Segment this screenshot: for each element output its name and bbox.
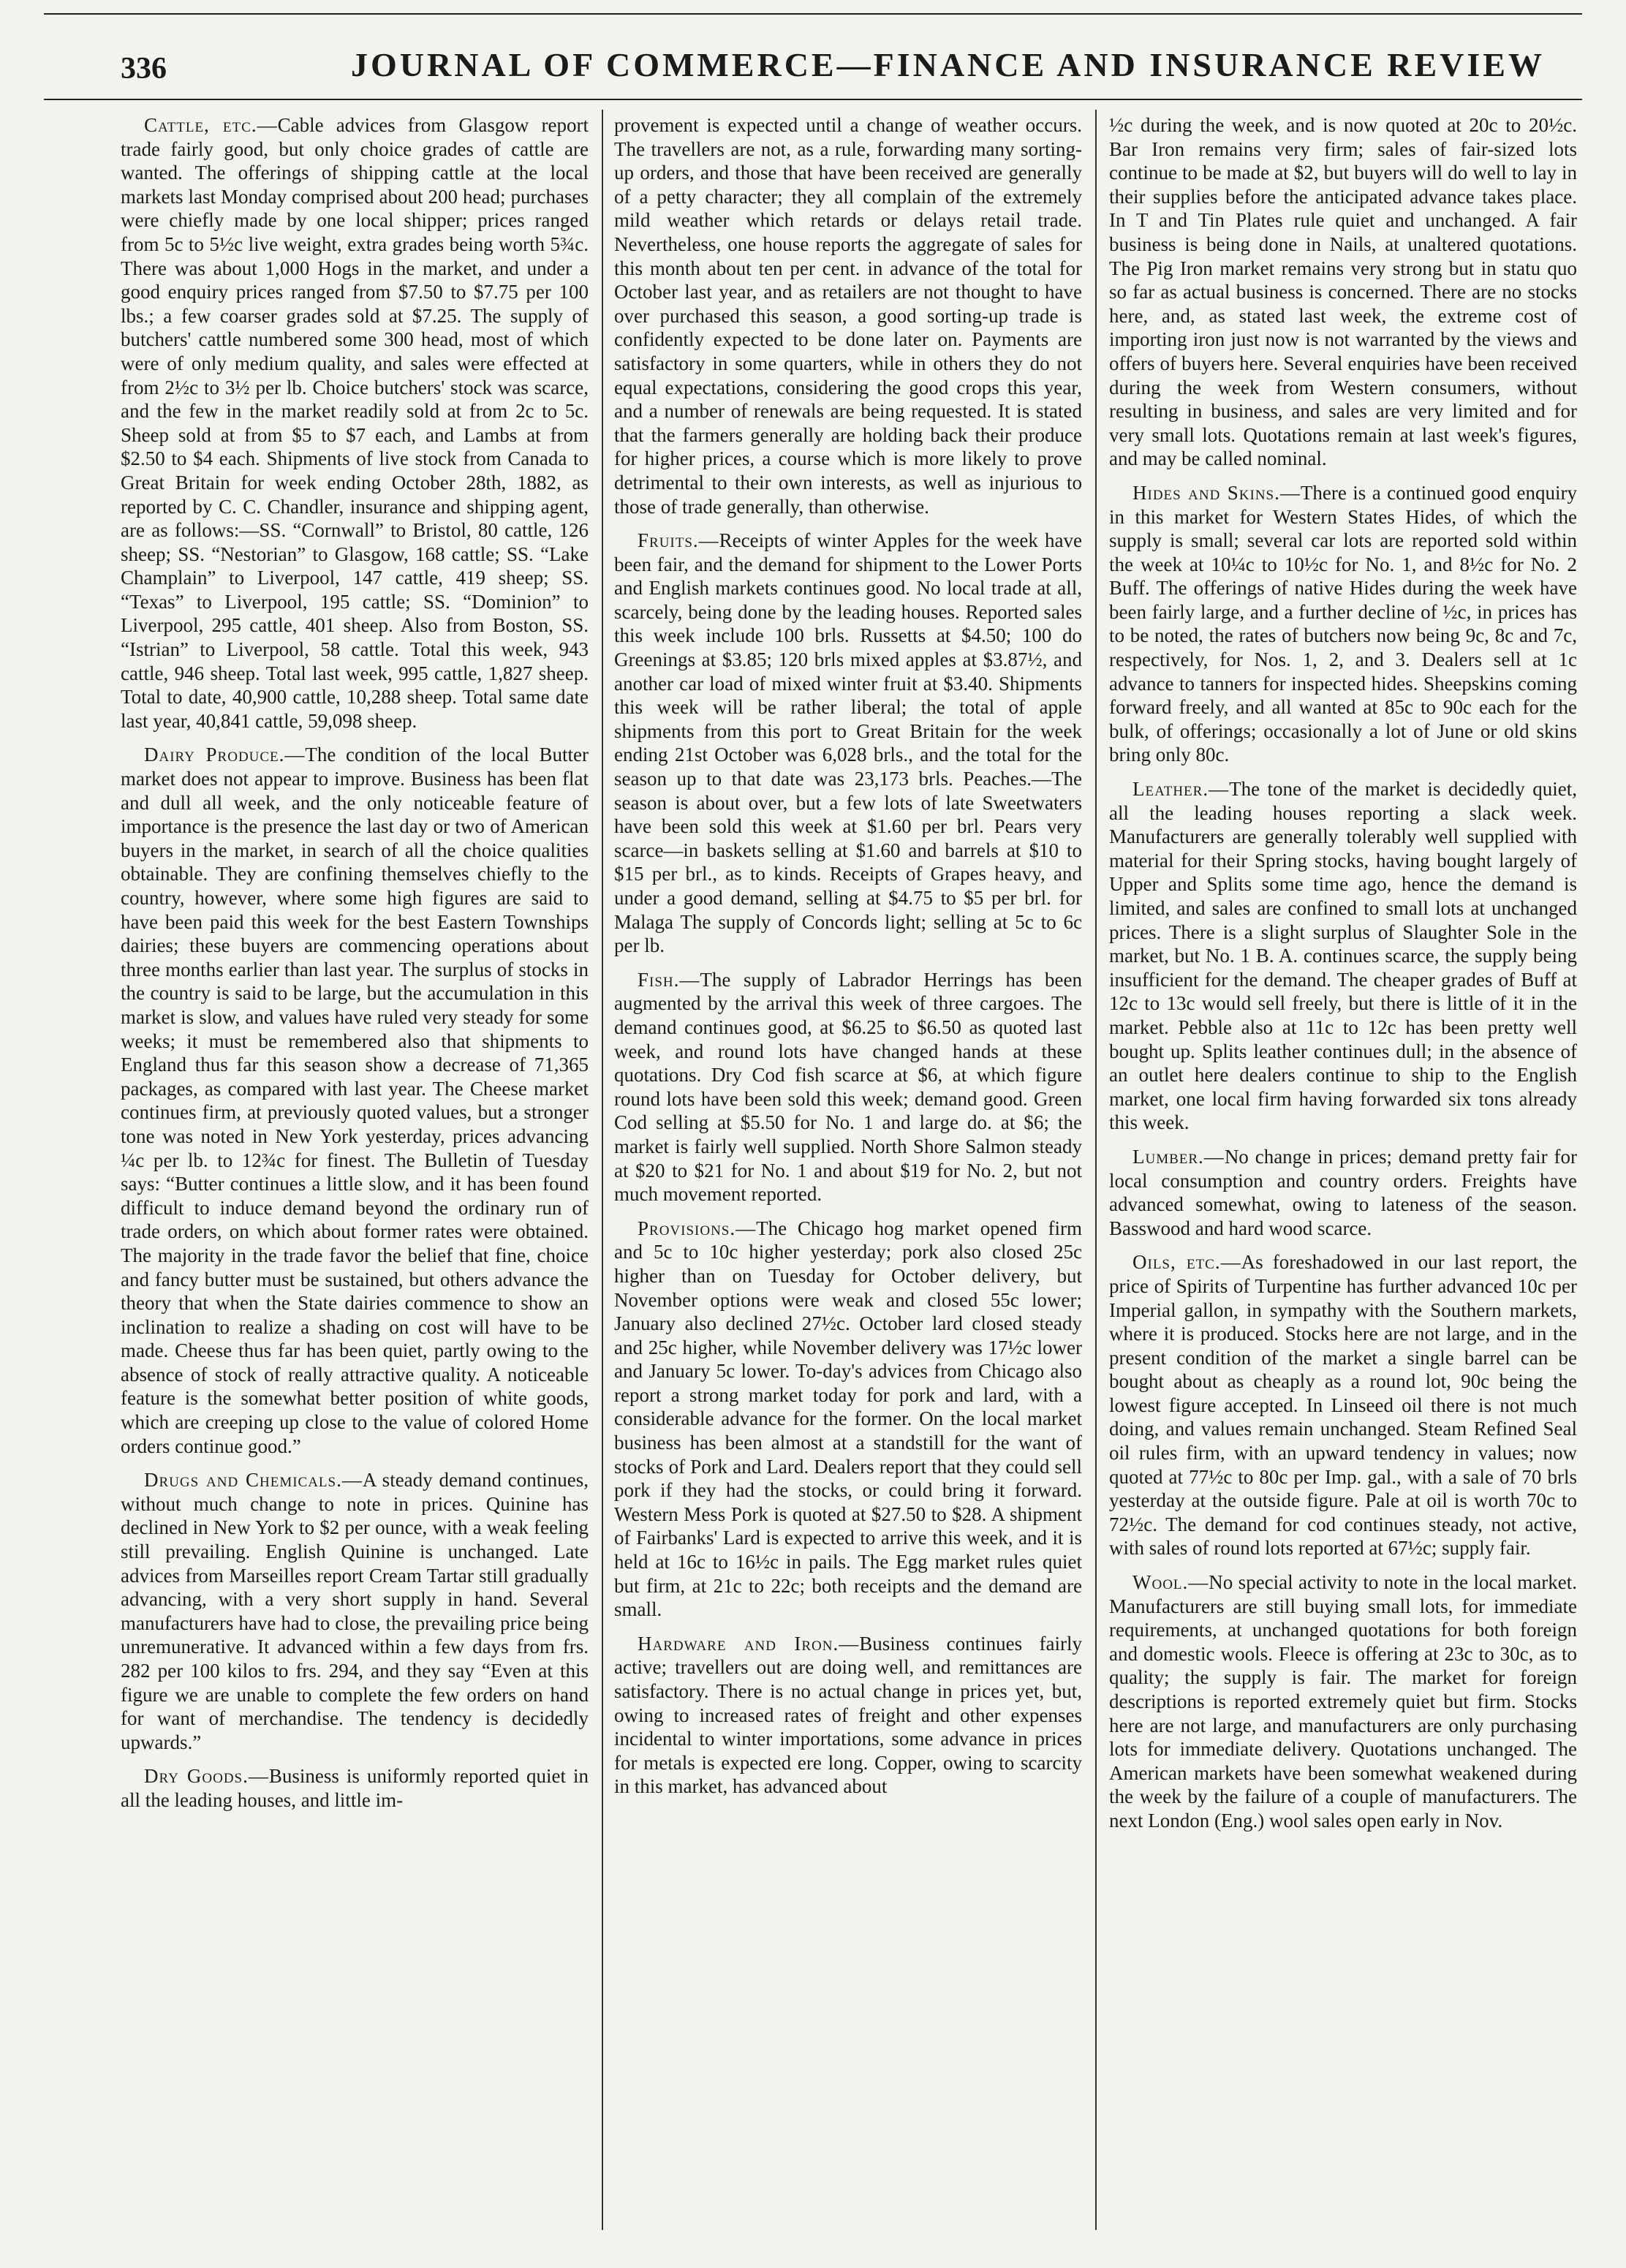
article-paragraph [614,113,1082,518]
article-paragraph [1109,777,1577,1135]
column-2 [614,113,1082,2226]
article-paragraph [614,968,1082,1206]
article-paragraph [1109,113,1577,471]
paragraph-text: provement is expected until a change of weather occurs. The travellers are not, as a rule, forwarding many sorting-up orders, and those that have been received are generally of a petty character; they all complain of the extremely mild weather which retards or delays retail trade. Nevertheless, one house reports the aggregate of sales for this month about ten per cent. in advance of the total for October last year, and as retailers are not thought to have over purchased this season, a good sorting-up trade is confidently expected to be done later on. Payments are satisfactory in some quarters, while in others they do not equal expectations, considering the good crops this year, and a number of renewals are being requested. It is stated that the farmers generally are holding back their produce for higher prices, a course which is more likely to prove detrimental to their own interests, as well as injurious to those of trade generally, than otherwise. [614,114,1082,518]
column-1 [121,113,589,2226]
article-paragraph [121,1468,589,1754]
section-heading: Leather.— [1132,778,1230,801]
section-heading: Wool.— [1132,1571,1209,1594]
paragraph-text: Receipts of winter Apples for the week have been fair, and the demand for shipment to the Lower Ports and English markets continues good. No local trade at all, scarcely, being done by the leading houses. Reported sales this week include 100 brls. Russetts at $4.50; 100 do Greenings at $3.85; 120 brls mixed apples at $3.87½, and another car load of mixed winter fruit at $3.40. Shipments this week will be rather liberal; the total of apple shipments from this port to Great Britain for the week ending 21st October was 6,028 brls., and the total for the season up to that date was 23,173 brls. Peaches.—The season is about over, but a few lots of late Sweetwaters have been sold this week at $1.60 per brl. Pears very scarce—in baskets selling at $1.60 and barrels at $10 to $15 per brl., as to kinds. Receipts of Grapes heavy, and under a good demand, selling at $4.75 to $5 per brl. for Malaga The supply of Concords light; selling at 5c to 6c per lb. [614,529,1082,957]
paragraph-text: Cable advices from Glasgow report trade fairly good, but only choice grades of cattle are wanted. The offerings of shipping cattle at the local markets last Monday comprised about 200 head; purchases were chiefly made by one local shipper; prices ranged from 5c to 5½c live weight, extra grades being worth 5¾c. There was about 1,000 Hogs in the market, and under a good enquiry prices ranged from $7.50 to $7.75 per 100 lbs.; a few coarser grades sold at $7.25. The supply of butchers' cattle numbered some 300 head, most of which were of only medium quality, and sales were effected at from 2½c to 3½ per lb. Choice butchers' stock was scarce, and the few in the market readily sold at from 2c to 5c. Sheep sold at from $5 to $7 each, and Lambs at from $2.50 to $4 each. Shipments of live stock from Canada to Great Britain for week ending October 28th, 1882, as reported by C. C. Chandler, insurance and shipping agent, are as follows:—SS. “Cornwall” to Bristol, 80 cattle, 126 sheep; SS. “Nestorian” to Glasgow, 168 cattle; SS. “Lake Champlain” to Liverpool, 147 cattle, 419 sheep; SS. “Texas” to Liverpool, 195 cattle; SS. “Dominion” to Liverpool, 295 cattle, 401 sheep. Also from Boston, SS. “Istrian” to Liverpool, 58 cattle. Total this week, 943 cattle, 946 sheep. Total last week, 995 cattle, 1,827 sheep. Total to date, 40,900 cattle, 10,288 sheep. Total same date last year, 40,841 cattle, 59,098 sheep. [121,114,589,732]
paragraph-text: The supply of Labrador Herrings has been augmented by the arrival this week of three cargoes. The demand continues good, at $6.25 to $6.50 as quoted last week, and round lots have changed hands at these quotations. Dry Cod fish scarce at $6, at which figure round lots have been sold this week; demand good. Green Cod selling at $5.50 for No. 1 and large do. at $6; the market is fairly well supplied. North Shore Salmon steady at $20 to $21 for No. 1 and about $19 for No. 2, but not much movement reported. [614,968,1082,1206]
section-heading: Drugs and Chemicals.— [144,1469,363,1492]
article-paragraph [1109,1570,1577,1833]
article-paragraph [121,113,589,733]
article-paragraph [614,529,1082,958]
column-3 [1109,113,1577,2226]
section-heading: Cattle, etc.— [144,114,278,136]
section-heading: Fish.— [638,968,700,991]
paragraph-text: The tone of the market is decidedly quiet, all the leading houses reporting a slack week. Manufacturers are generally tolerably well supplied with material for their Spring stocks, having bought largely of Upper and Splits some time ago, hence the demand is limited, and sales are confined to small lots at unchanged prices. There is a slight surplus of Slaughter Sole in the market, but No. 1 B. A. continues scarce, the supply being insufficient for the demand. The cheaper grades of Buff at 12c to 13c would sell freely, but there is little of it in the market. Pebble also at 11c to 12c has been pretty well bought up. Splits leather continues dull; in the absence of an outlet here dealers continue to ship to the English market, one local firm having forwarded six tons already this week. [1109,778,1577,1134]
article-paragraph [1109,1250,1577,1560]
paragraph-text: Business continues fairly active; travellers out are doing well, and remittances are satisfactory. There is no actual change in prices yet, but, owing to increased rates of freight and other expenses incidental to winter importations, some advance in prices for metals is expected ere long. Copper, owing to scarcity in this market, has advanced about [614,1632,1082,1798]
paragraph-text: A steady demand continues, without much change to note in prices. Quinine has declined in New York to $2 per ounce, with a weak feeling still prevailing. English Quinine is unchanged. Late advices from Marseilles report Cream Tartar still gradually advancing, with a very short supply in hand. Several manufacturers have had to close, the prevailing price being unremunerative. It advanced within a few days from frs. 282 per 100 kilos to frs. 294, and they say “Even at this figure we are unable to complete the few orders on hand for want of merchandise. The tendency is decidedly upwards.” [121,1469,589,1753]
section-heading: Fruits.— [638,529,719,552]
section-heading: Hardware and Iron.— [638,1632,860,1655]
section-heading: Hides and Skins.— [1132,481,1301,504]
article-paragraph [614,1217,1082,1622]
article-paragraph [1109,1145,1577,1240]
header-rule [44,99,1582,100]
section-heading: Oils, etc.— [1132,1251,1241,1274]
paragraph-text: The condition of the local Butter market does not appear to improve. Business has been flat and dull all week, and the only noticeable feature of importance is the presence the last day or two of American buyers in the market, in search of all the choice qualities obtainable. They are confining themselves chiefly to the country, however, where some high figures are said to have been paid this week for the best Eastern Townships dairies; these buyers are commencing operations about three months earlier than last year. The surplus of stocks in the country is said to be large, but the accumulation in this market is slow, and values have ruled very steady for some weeks; it must be remembered also that shipments to England thus far this season show a decrease of 71,365 packages, as compared with last year. The Cheese market continues firm, at previously quoted values, but a stronger tone was noted in New York yesterday, prices advancing ¼c per lb. to 12¾c for finest. The Bulletin of Tuesday says: “Butter continues a little slow, and it has been found difficult to induce demand beyond the ordinary run of trade orders, on which about former rates were obtained. The majority in the trade favor the belief that fine, choice and fancy butter must be sustained, but others advance the theory that when the State dairies commence to show an inclination to realize a shading on cost will have to be made. Cheese thus far has been quiet, partly owing to the absence of stock of really attractive quality. A noticeable feature is the somewhat better position of white goods, which are creeping up close to the value of colored Home orders continue good.” [121,744,589,1457]
paragraph-text: The Chicago hog market opened firm and 5c to 10c higher yesterday; pork also closed 25c higher than on Tuesday for October delivery, but November options were weak and closed 55c lower; January also declined 27½c. October lard closed steady and 25c higher, while November delivery was 17½c lower and January 5c lower. To-day's advices from Chicago also report a strong market today for pork and lard, with a considerable advance for the former. On the local market business has been almost at a standstill for the want of stocks of Pork and Lard. Dealers report that they could sell pork if they had the stocks, or could bring it forward. Western Mess Pork is quoted at $27.50 to $28. A shipment of Fairbanks' Lard is expected to arrive this week, and it is held at 16c to 16½c in pails. The Egg market rules quiet but firm, at 21c to 22c; both receipts and the demand are small. [614,1217,1082,1621]
top-rule [44,13,1582,15]
running-head: JOURNAL OF COMMERCE—FINANCE AND INSURANCE REVIEW [351,46,1545,83]
page-number: 336 [121,52,167,86]
section-heading: Lumber.— [1132,1145,1225,1168]
article-paragraph [614,1632,1082,1799]
column-rule [602,110,603,2230]
paragraph-text: There is a continued good enquiry in this market for Western States Hides, of which the supply is small; several car lots are reported sold within the week at 10¼c to 10½c for No. 1, and 8½c for No. 2 Buff. The offerings of native Hides during the week have been fairly large, and a further decline of ½c, in prices has to be noted, the rates of butchers now being 9c, 8c and 7c, respectively, for Nos. 1, 2, and 3. Dealers sell at 1c advance to tanners for inspected hides. Sheepskins coming forward freely, and all wanted at 85c to 90c each for the bulk, of offerings; occasionally a lot of June or old skins bring only 80c. [1109,481,1577,766]
article-paragraph [121,1764,589,1812]
paragraph-text: ½c during the week, and is now quoted at 20c to 20½c. Bar Iron remains very firm; sales of fair-sized lots continue to be made at $2, but buyers will do well to lay in their supplies before the anticipated advance takes place. In T and Tin Plates rule quiet and unchanged. A fair business is being done in Nails, at unaltered quotations. The Pig Iron market remains very strong but in statu quo so far as actual business is concerned. There are no stocks here, and, as stated last week, the extreme cost of importing iron just now is not warranted by the views and offers of buyers here. Several enquiries have been received during the week from Western consumers, without resulting in business, and sales are very limited and for very small lots. Quotations remain at last week's figures, and may be called nominal. [1109,114,1577,470]
paragraph-text: No special activity to note in the local market. Manufacturers are still buying small lots, for immediate requirements, at unchanged quotations for both foreign and domestic wools. Fleece is offering at 23c to 30c, as to quality; the supply is fair. The market for foreign descriptions is reported extremely quiet but firm. Stocks here are not large, and manufacturers are only purchasing lots for immediate delivery. Quotations unchanged. The American markets have been somewhat weakened during the week by the failure of a couple of manufacturers. The next London (Eng.) wool sales open early in Nov. [1109,1571,1577,1832]
article-paragraph [1109,481,1577,767]
section-heading: Dairy Produce.— [144,744,306,766]
article-paragraph [121,743,589,1458]
paragraph-text: As foreshadowed in our last report, the price of Spirits of Turpentine has further advanced 10c per Imperial gallon, in sympathy with the Southern markets, where it is produced. Stocks here are not large, and in the present condition of the market a single barrel can be bought about as cheaply as a round lot, 90c being the lowest figure accepted. In Linseed oil there is not much doing, and values remain unchanged. Steam Refined Seal oil rules firm, with an upward tendency in values; now quoted at 77½c to 80c per Imp. gal., with a sale of 70 brls yesterday at the outside figure. Pale at oil is worth 70c to 72½c. The demand for cod continues steady, not active, with sales of round lots reported at 67½c; supply fair. [1109,1251,1577,1560]
paragraph-text: No change in prices; demand pretty fair for local consumption and country orders. Freights have advanced somewhat, owing to lateness of the season. Basswood and hard wood scarce. [1109,1145,1577,1239]
column-rule [1095,110,1097,2230]
section-heading: Provisions.— [638,1217,757,1239]
section-heading: Dry Goods.— [144,1765,269,1788]
paragraph-text: Business is uniformly reported quiet in all the leading houses, and little im- [121,1765,589,1811]
